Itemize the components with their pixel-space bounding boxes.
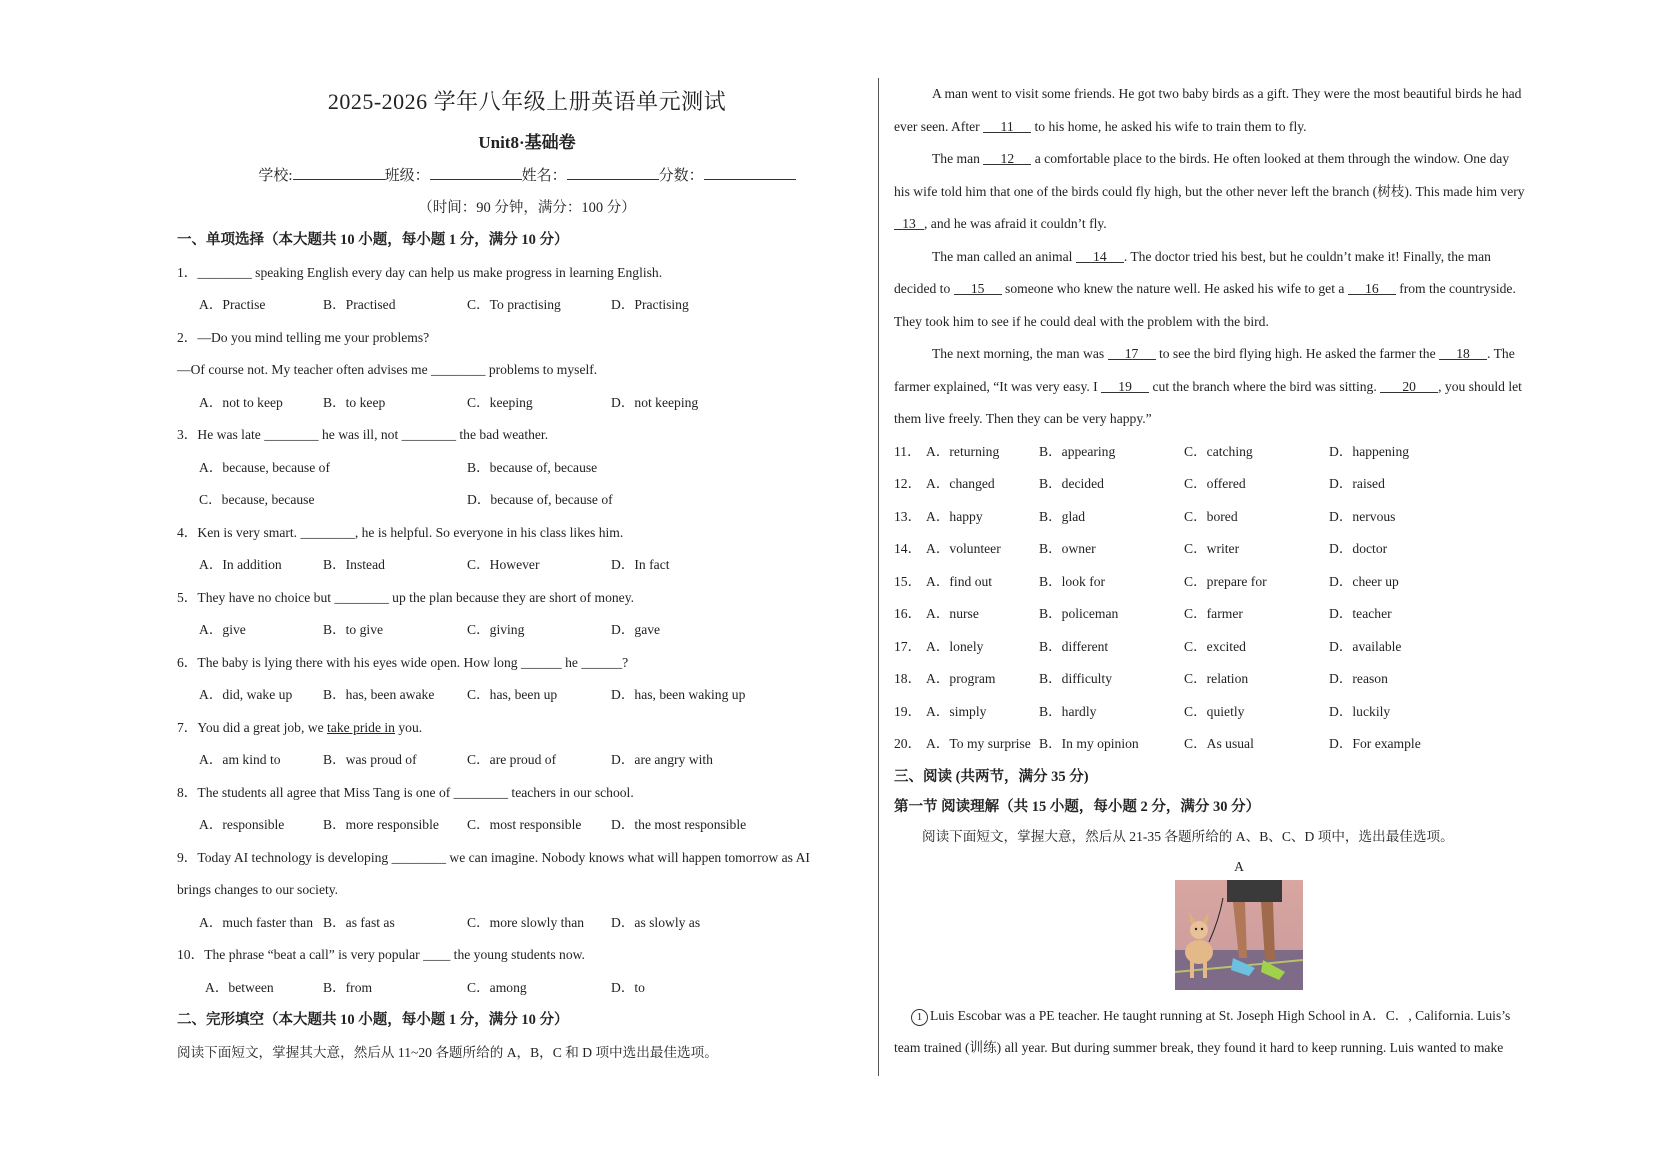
- blank-14[interactable]: 14: [1076, 250, 1124, 263]
- right-column: [894, 78, 1584, 1065]
- question-stem: ________ speaking English every day can help us make progress in learning English.: [197, 264, 663, 280]
- cloze-text: The man called an animal: [932, 248, 1076, 264]
- question-9-line2: brings changes to our society.: [177, 882, 339, 897]
- reading-para1-line2: team trained (训练) all year. But during summer break, they found it hard to keep running. Luis wanted to make: [894, 1040, 1504, 1055]
- option-d[interactable]: D．reason: [1329, 671, 1388, 686]
- cloze-para1-line2: [894, 111, 1584, 144]
- passage-label: A: [1234, 858, 1244, 874]
- option-d[interactable]: D．teacher: [1329, 606, 1392, 621]
- cloze-text: . The doctor tried his best, but he couldn’t make it! Finally, the man: [1123, 248, 1491, 264]
- option-c[interactable]: C．writer: [1184, 541, 1240, 556]
- cloze-text: ever seen. After: [894, 118, 984, 134]
- dog-runner-photo: [1175, 880, 1303, 990]
- left-column: [177, 78, 867, 1069]
- underlined-phrase: take pride in: [327, 719, 395, 735]
- class-label: 班级：: [384, 168, 430, 184]
- column-divider: [878, 78, 879, 1076]
- blank-16[interactable]: 16: [1348, 282, 1396, 295]
- question-6-options: [177, 679, 867, 712]
- option-d[interactable]: D．the most responsible: [611, 817, 747, 832]
- question-5-options: [177, 614, 867, 647]
- option-d[interactable]: D．Practising: [611, 297, 689, 312]
- question-8: [177, 777, 867, 810]
- option-a[interactable]: A．happy: [926, 508, 983, 524]
- cloze-text: a comfortable place to the birds. He often looked at them through the window. One day: [1031, 151, 1510, 166]
- section2-heading: 二、完形填空（本大题共 10 小题，每小题 1 分，满分 10 分）: [177, 1012, 569, 1028]
- cloze-text: The next morning, the man was: [932, 346, 1108, 361]
- question-number: 4．: [177, 524, 198, 540]
- option-a[interactable]: A．did, wake up: [199, 687, 293, 702]
- option-a[interactable]: A．returning: [926, 443, 1000, 459]
- option-d[interactable]: D．nervous: [1329, 508, 1396, 524]
- option-a[interactable]: A．am kind to: [199, 752, 281, 767]
- cloze-text: to see the bird flying high. He asked the farmer the: [1155, 346, 1440, 361]
- section3-heading: 三、阅读 (共两节，满分 35 分): [894, 768, 1089, 785]
- cloze-text: , and he was afraid it couldn’t fly.: [924, 216, 1107, 231]
- question-3-options-row2: [177, 484, 867, 517]
- question-number: 8．: [177, 784, 198, 800]
- cloze-para2-line1: [894, 143, 1584, 176]
- option-c[interactable]: C．excited: [1184, 638, 1246, 654]
- section3-instruction: [894, 821, 1584, 854]
- option-b[interactable]: B．to give: [323, 622, 384, 637]
- cloze-text: farmer explained, “It was very easy. I: [894, 378, 1102, 394]
- option-d[interactable]: D．are angry with: [611, 752, 713, 767]
- question-6: [177, 647, 867, 680]
- question-number: 17．: [894, 638, 922, 654]
- option-c[interactable]: C．because, because: [199, 492, 315, 507]
- blank-18[interactable]: 18: [1439, 347, 1487, 360]
- option-b[interactable]: B．difficulty: [1039, 671, 1112, 686]
- cloze-option-row: [894, 533, 1584, 566]
- blank-15[interactable]: 15: [954, 282, 1002, 295]
- option-a[interactable]: A．between: [205, 979, 274, 995]
- cloze-para2-line3: [894, 208, 1584, 241]
- question-2: [177, 322, 867, 355]
- option-c[interactable]: C．keeping: [467, 394, 533, 410]
- option-c[interactable]: C．quietly: [1184, 703, 1245, 719]
- question-stem: Ken is very smart. ________, he is helpful. So everyone in his class likes him.: [197, 524, 624, 540]
- class-field[interactable]: [430, 165, 522, 180]
- student-info: [187, 160, 867, 192]
- cloze-para4-line2: [894, 371, 1584, 404]
- question-number: 3．: [177, 427, 198, 442]
- option-a[interactable]: A．responsible: [199, 817, 285, 832]
- cloze-text: The man: [932, 151, 984, 166]
- cloze-option-row: [894, 728, 1584, 761]
- question-stem: Today AI technology is developing ________ we can imagine. Nobody knows what will happen tomorrow as AI: [197, 849, 810, 865]
- question-stem: The students all agree that Miss Tang is one of ________ teachers in our school.: [197, 784, 634, 800]
- photo-container: [894, 880, 1584, 1000]
- question-5: [177, 582, 867, 615]
- option-a[interactable]: A．find out: [926, 573, 993, 589]
- blank-12[interactable]: 12: [983, 152, 1031, 165]
- question-number: 16．: [894, 606, 922, 621]
- school-label: 学校:: [258, 168, 293, 184]
- option-a[interactable]: A．To my surprise: [926, 736, 1031, 751]
- option-b[interactable]: B．hardly: [1039, 703, 1097, 719]
- reading-para1-line1: [894, 1000, 1584, 1033]
- option-b[interactable]: B．as fast as: [323, 914, 395, 930]
- section3-part1-heading: 第一节 阅读理解（共 15 小题，每小题 2 分，满分 30 分）: [894, 799, 1261, 815]
- option-c[interactable]: C．among: [467, 979, 527, 995]
- cloze-option-row: [894, 631, 1584, 664]
- option-b[interactable]: B．different: [1039, 638, 1109, 654]
- question-number: 2．: [177, 329, 198, 345]
- blank-11[interactable]: 11: [983, 120, 1031, 133]
- page-title: 2025-2026 学年八年级上册英语单元测试: [327, 89, 727, 114]
- question-7: [177, 712, 867, 745]
- cloze-text: A man went to visit some friends. He got two baby birds as a gift. They were the most beautiful birds he had: [932, 86, 1522, 101]
- question-2-options: [177, 387, 867, 420]
- option-d[interactable]: D．luckily: [1329, 703, 1391, 719]
- cloze-text: , you should let: [1438, 378, 1522, 394]
- option-c[interactable]: C．are proud of: [467, 752, 557, 767]
- name-label: 姓名：: [521, 168, 567, 184]
- question-number: 1．: [177, 264, 198, 280]
- blank-20[interactable]: 20: [1380, 380, 1438, 393]
- option-b[interactable]: B．policeman: [1039, 606, 1119, 621]
- cloze-para3-line2: [894, 273, 1584, 306]
- option-a[interactable]: A．simply: [926, 703, 987, 719]
- question-number: 14．: [894, 541, 922, 556]
- option-d[interactable]: D．gave: [611, 622, 661, 637]
- cloze-text: decided to: [894, 281, 954, 296]
- section2-instruction: 阅读下面短文，掌握其大意，然后从 11~20 各题所给的 A，B，C 和 D 项中选出最佳选项。: [177, 1044, 718, 1060]
- cloze-option-row: [894, 566, 1584, 599]
- question-number: 10．: [177, 947, 205, 962]
- cloze-para3-line3: They took him to see if he could deal with the problem with the bird.: [894, 313, 1269, 329]
- option-a[interactable]: A．program: [926, 671, 996, 686]
- cloze-option-row: [894, 468, 1584, 501]
- option-b[interactable]: B．from: [323, 979, 373, 995]
- option-b[interactable]: B．more responsible: [323, 817, 439, 832]
- option-c[interactable]: C．catching: [1184, 443, 1253, 459]
- option-d[interactable]: D．because of, because of: [467, 492, 613, 507]
- option-c[interactable]: C．offered: [1184, 476, 1246, 491]
- option-d[interactable]: D．cheer up: [1329, 573, 1399, 589]
- option-a[interactable]: A．Practise: [199, 297, 266, 312]
- option-d[interactable]: D．not keeping: [611, 394, 699, 410]
- question-number: 6．: [177, 654, 198, 670]
- question-number: 12．: [894, 476, 922, 491]
- cloze-option-row: [894, 501, 1584, 534]
- cloze-para4-line3: them live freely. Then they can be very happy.”: [894, 411, 1152, 426]
- option-d[interactable]: D．as slowly as: [611, 914, 701, 930]
- option-a[interactable]: A．In addition: [199, 557, 282, 572]
- question-number: 13．: [894, 508, 922, 524]
- question-4: [177, 517, 867, 550]
- option-b[interactable]: B．was proud of: [323, 752, 417, 767]
- cloze-option-row: [894, 663, 1584, 696]
- option-c[interactable]: C．To practising: [467, 297, 561, 312]
- page-subtitle: Unit8·基础卷: [478, 133, 576, 152]
- cloze-options: [894, 436, 1584, 761]
- option-b[interactable]: B．Instead: [323, 557, 385, 572]
- score-label: 分数：: [658, 168, 704, 184]
- name-field[interactable]: [567, 165, 659, 180]
- question-stem: They have no choice but ________ up the plan because they are short of money.: [197, 589, 635, 605]
- paragraph-number-circle: 1: [911, 1009, 928, 1026]
- question-number: 9．: [177, 849, 198, 865]
- question-9: [177, 842, 867, 875]
- cloze-text: cut the branch where the bird was sitting.: [1149, 378, 1381, 394]
- cloze-para4-line1: [894, 338, 1584, 371]
- cloze-para1-line1: [894, 78, 1584, 111]
- question-1: [177, 257, 867, 290]
- cloze-option-row: [894, 436, 1584, 469]
- option-c[interactable]: C．most responsible: [467, 817, 582, 832]
- school-field[interactable]: [293, 165, 385, 180]
- blank-13[interactable]: 13: [894, 217, 924, 230]
- option-a[interactable]: A．much faster than: [199, 914, 314, 930]
- cloze-option-row: [894, 598, 1584, 631]
- question-7-options: [177, 744, 867, 777]
- question-3-options-row1: [177, 452, 867, 485]
- question-number: 5．: [177, 589, 198, 605]
- question-number: 11．: [894, 443, 921, 459]
- option-c[interactable]: C．has, been up: [467, 687, 558, 702]
- cloze-para2-line2: his wife told him that one of the birds could fly high, but the other never left the branch (树枝). This made him very: [894, 183, 1525, 199]
- cloze-para3-line1: [894, 241, 1584, 274]
- question-stem-end: you.: [394, 719, 423, 735]
- option-a[interactable]: A．lonely: [926, 638, 984, 654]
- option-b[interactable]: B．appearing: [1039, 443, 1116, 459]
- question-10: [177, 939, 867, 972]
- question-9-options: [177, 907, 867, 940]
- option-d[interactable]: D．happening: [1329, 443, 1410, 459]
- option-c[interactable]: C．more slowly than: [467, 914, 585, 930]
- option-d[interactable]: D．has, been waking up: [611, 687, 746, 702]
- option-b[interactable]: B．decided: [1039, 476, 1104, 491]
- option-d[interactable]: D．available: [1329, 638, 1402, 654]
- cloze-text: . The: [1487, 346, 1515, 361]
- option-d[interactable]: D．doctor: [1329, 541, 1388, 556]
- question-3: [177, 419, 867, 452]
- question-1-options: [177, 289, 867, 322]
- question-stem: —Do you mind telling me your problems?: [197, 329, 430, 345]
- blank-17[interactable]: 17: [1108, 347, 1156, 360]
- option-b[interactable]: B．look for: [1039, 573, 1106, 589]
- option-d[interactable]: D．In fact: [611, 557, 670, 572]
- option-a[interactable]: A．because, because of: [199, 459, 330, 475]
- question-number: 18．: [894, 671, 922, 686]
- option-a[interactable]: A．not to keep: [199, 394, 283, 410]
- question-stem: You did a great job, we: [197, 719, 328, 735]
- option-c[interactable]: C．relation: [1184, 671, 1249, 686]
- question-number: 19．: [894, 703, 922, 719]
- option-d[interactable]: D．For example: [1329, 736, 1421, 751]
- question-stem: He was late ________ he was ill, not ________ the bad weather.: [197, 427, 549, 442]
- option-a[interactable]: A．changed: [926, 476, 995, 491]
- option-b[interactable]: B．glad: [1039, 508, 1086, 524]
- score-field[interactable]: [704, 165, 796, 180]
- cloze-text: from the countryside.: [1395, 281, 1516, 296]
- question-number: 15．: [894, 573, 922, 589]
- option-c[interactable]: C．giving: [467, 622, 525, 637]
- instruction-text: 阅读下面短文，掌握大意，然后从 21-35 各题所给的 A、B、C、D 项中，选出最佳选项。: [922, 829, 1454, 844]
- option-a[interactable]: A．volunteer: [926, 541, 1001, 556]
- option-b[interactable]: B．Practised: [323, 297, 396, 312]
- question-stem: The baby is lying there with his eyes wide open. How long ______ he ______?: [197, 654, 629, 670]
- question-2-line2: —Of course not. My teacher often advises me ________ problems to myself.: [177, 362, 598, 377]
- question-number: 7．: [177, 719, 198, 735]
- option-a[interactable]: A．give: [199, 622, 246, 637]
- option-b[interactable]: B．because of, because: [467, 459, 598, 475]
- option-b[interactable]: B．In my opinion: [1039, 736, 1139, 751]
- option-a[interactable]: A．nurse: [926, 606, 979, 621]
- question-8-options: [177, 809, 867, 842]
- cloze-text: to his home, he asked his wife to train them to fly.: [1031, 118, 1307, 134]
- option-b[interactable]: B．owner: [1039, 541, 1096, 556]
- question-number: 20．: [894, 736, 922, 751]
- question-10-options: [177, 972, 867, 1005]
- question-stem: The phrase “beat a call” is very popular ____ the young students now.: [204, 947, 585, 962]
- option-c[interactable]: C．As usual: [1184, 736, 1254, 751]
- option-c[interactable]: C．bored: [1184, 508, 1238, 524]
- time-info: （时间：90 分钟，满分：100 分）: [418, 200, 636, 216]
- option-d[interactable]: D．to: [611, 979, 645, 995]
- blank-19[interactable]: 19: [1101, 380, 1149, 393]
- cloze-text: someone who knew the nature well. He asked his wife to get a: [1001, 281, 1348, 296]
- question-4-options: [177, 549, 867, 582]
- option-d[interactable]: D．raised: [1329, 476, 1385, 491]
- option-c[interactable]: C．prepare for: [1184, 573, 1267, 589]
- option-b[interactable]: B．has, been awake: [323, 687, 435, 702]
- option-c[interactable]: C．farmer: [1184, 606, 1243, 621]
- cloze-option-row: [894, 696, 1584, 729]
- option-c[interactable]: C．However: [467, 557, 540, 572]
- reading-text: Luis Escobar was a PE teacher. He taught running at St. Joseph High School in A．C．, California. Luis’s: [930, 1007, 1511, 1023]
- option-b[interactable]: B．to keep: [323, 394, 386, 410]
- section1-heading: 一、单项选择（本大题共 10 小题，每小题 1 分，满分 10 分）: [177, 232, 569, 248]
